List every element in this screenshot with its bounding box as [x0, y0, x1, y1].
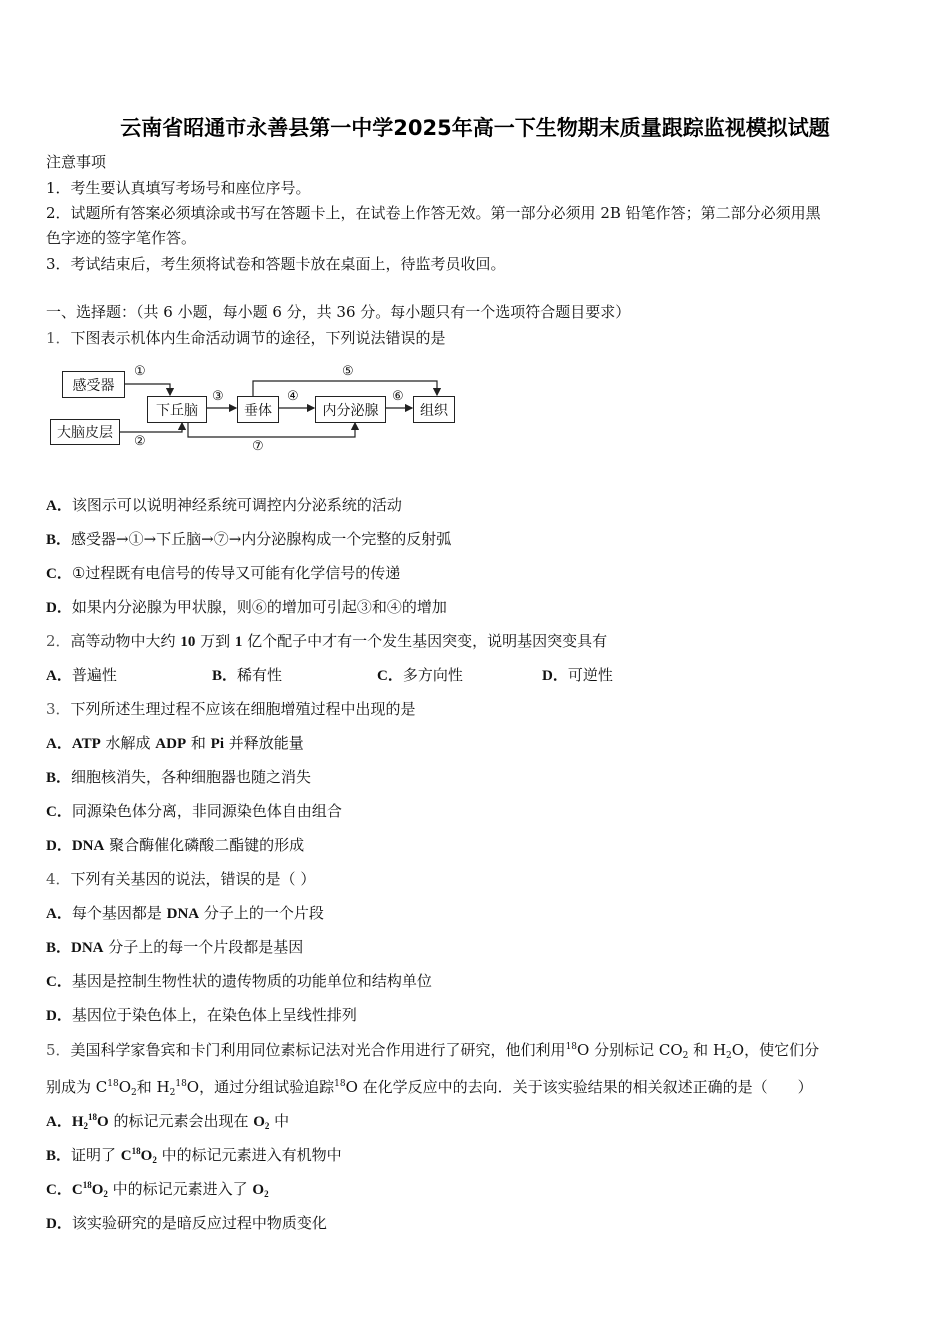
option-5c[interactable]: C．$C^{18}O_2$ 中的标记元素进入了 $O_2$	[46, 1180, 269, 1199]
notice-item: 色字迹的签字笔作答。	[46, 229, 197, 247]
option-2a[interactable]: A．普遍性	[46, 666, 117, 684]
label-3: ③	[212, 389, 224, 404]
label-5: ⑤	[342, 364, 354, 379]
option-1b[interactable]: B．感受器→①→下丘脑→⑦→内分泌腺构成一个完整的反射弧	[46, 530, 452, 548]
box-pituitary: 垂体	[237, 396, 279, 423]
notice-heading: 注意事项	[46, 153, 107, 171]
option-3b[interactable]: B．细胞核消失，各种细胞器也随之消失	[46, 768, 312, 786]
option-3d[interactable]: D．DNA 聚合酶催化磷酸二酯键的形成	[46, 836, 305, 854]
question-5-line1: 5．美国科学家鲁宾和卡门利用同位素标记法对光合作用进行了研究，他们利用$^{18}$O 分别标记 $CO_2$ 和 $H_2O$，使它们分	[46, 1041, 820, 1061]
box-hypothalamus: 下丘脑	[147, 396, 207, 423]
page-title: 云南省昭通市永善县第一中学2025年高一下生物期末质量跟踪监视模拟试题	[120, 116, 830, 140]
option-4d[interactable]: D．基因位于染色体上，在染色体上呈线性排列	[46, 1006, 357, 1024]
label-6: ⑥	[392, 389, 404, 404]
label-1: ①	[134, 364, 146, 379]
option-4b[interactable]: B．DNA 分子上的每一个片段都是基因	[46, 938, 304, 956]
option-5a[interactable]: A．$H_2^{18}O$ 的标记元素会出现在 $O_2$ 中	[46, 1112, 290, 1131]
option-4c[interactable]: C．基因是控制生物性状的遗传物质的功能单位和结构单位	[46, 972, 432, 990]
option-1c[interactable]: C．①过程既有电信号的传导又可能有化学信号的传递	[46, 564, 401, 582]
box-receptor: 感受器	[62, 371, 125, 398]
label-4: ④	[287, 389, 299, 404]
notice-item: 2．试题所有答案必须填涂或书写在答题卡上，在试卷上作答无效。第一部分必须用 2B 铅笔作答；第二部分必须用黑	[46, 204, 821, 222]
option-2d[interactable]: D．可逆性	[542, 666, 613, 684]
label-2: ②	[134, 434, 146, 449]
option-3a[interactable]: A．ATP 水解成 ADP 和 Pi 并释放能量	[46, 734, 304, 752]
box-tissue: 组织	[413, 396, 455, 423]
section-heading: 一、选择题：（共 6 小题，每小题 6 分，共 36 分。每小题只有一个选项符合题目要求）	[46, 303, 631, 321]
option-1a[interactable]: A．该图示可以说明神经系统可调控内分泌系统的活动	[46, 496, 402, 514]
notice-item: 3．考试结束后，考生须将试卷和答题卡放在桌面上，待监考员收回。	[46, 255, 506, 273]
question-5-line2: 别成为 $C^{18}O_2$和 $H_2^{18}O$，通过分组试验追踪$^{18}$O 在化学反应中的去向．关于该实验结果的相关叙述正确的是（ ）	[46, 1078, 813, 1098]
question-3: 3．下列所述生理过程不应该在细胞增殖过程中出现的是	[46, 700, 416, 718]
question-1	[46, 327, 446, 348]
question-number: 1．	[46, 329, 71, 347]
option-2b[interactable]: B．稀有性	[212, 666, 283, 684]
question-4: 4．下列有关基因的说法，错误的是（ ）	[46, 870, 316, 888]
box-endocrine-gland: 内分泌腺	[315, 396, 386, 423]
option-5d[interactable]: D．该实验研究的是暗反应过程中物质变化	[46, 1214, 327, 1232]
question-stem: 下图表示机体内生命活动调节的途径，下列说法错误的是	[70, 329, 446, 347]
box-cerebral-cortex: 大脑皮层	[50, 419, 120, 445]
option-2c[interactable]: C．多方向性	[377, 666, 463, 684]
notice-item: 1．考生要认真填写考场号和座位序号。	[46, 179, 311, 197]
label-7: ⑦	[252, 439, 264, 454]
question-2: 2．高等动物中大约 10 万到 1 亿个配子中才有一个发生基因突变，说明基因突变具有	[46, 632, 608, 650]
option-4a[interactable]: A．每个基因都是 DNA 分子上的一个片段	[46, 904, 324, 922]
option-1d[interactable]: D．如果内分泌腺为甲状腺，则⑥的增加可引起③和④的增加	[46, 598, 447, 616]
regulation-diagram	[44, 358, 474, 462]
option-3c[interactable]: C．同源染色体分离，非同源染色体自由组合	[46, 802, 342, 820]
option-5b[interactable]: B．证明了 $C^{18}O_2$ 中的标记元素进入有机物中	[46, 1146, 342, 1165]
